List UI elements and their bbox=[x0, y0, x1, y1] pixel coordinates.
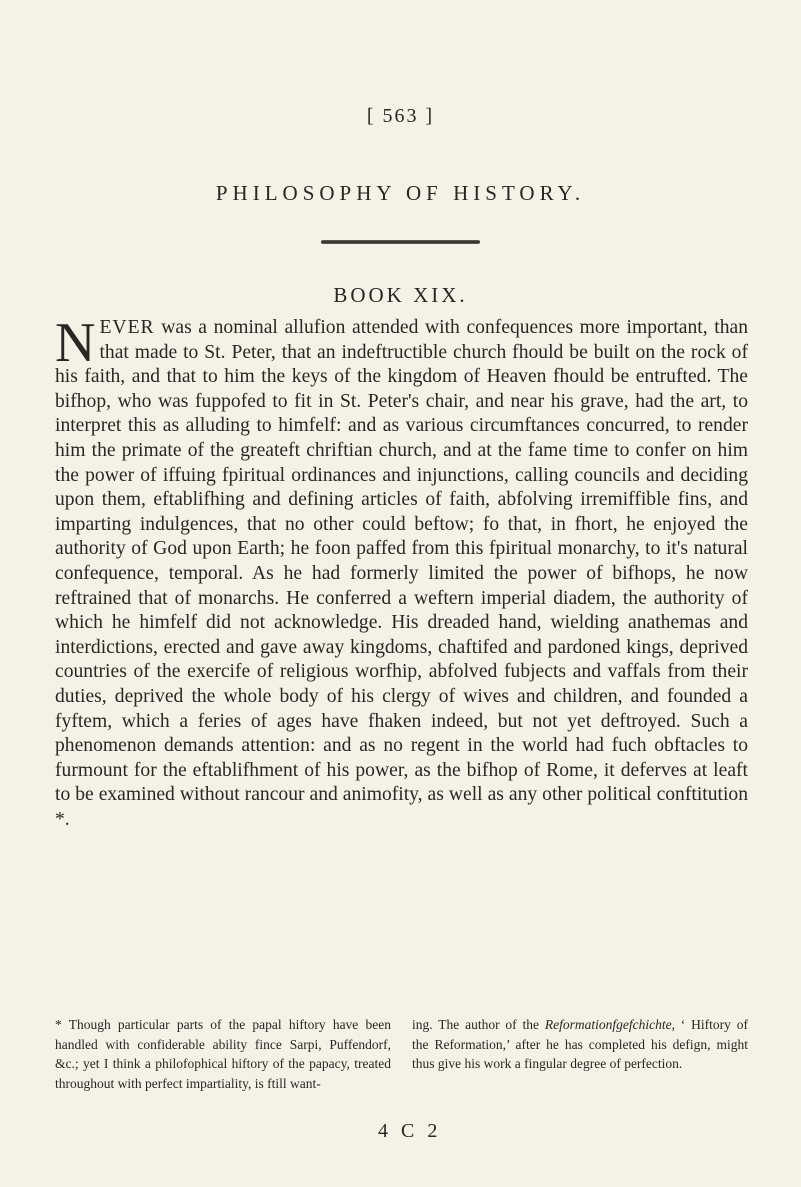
footnote-right-text-2: ‘ Hiftory of the Reformation,’ after he has completed his defign, might thus give his work a fingular degree of perfection. bbox=[412, 1017, 748, 1071]
main-paragraph bbox=[55, 312, 748, 832]
footnote-right-text-1: ing. The author of the bbox=[412, 1017, 545, 1032]
footnote-right-column bbox=[412, 1015, 748, 1093]
footnote-left-text: * Though particular parts of the papal hiftory have been handled with confiderable ability fince Sarpi, Puffendorf, &c.; yet I think a philofophical hiftory of the papacy, treated throughout with perfect impartiality, is ftill want- bbox=[55, 1017, 391, 1091]
running-title: PHILOSOPHY OF HISTORY. bbox=[215, 181, 586, 205]
footnote bbox=[55, 1015, 748, 1093]
footnote-book-title: Reformationfgefchichte, bbox=[544, 1017, 675, 1032]
drop-cap: N bbox=[55, 312, 96, 374]
page-number: [ 563 ] bbox=[366, 105, 435, 127]
paragraph-text: was a nominal allufion attended with confequences more important, than that made to St. Peter, that an indeftructible church fhould be built on the rock of his faith, and that to him the keys of the kingdom of Heaven fhould be entrufted. The bifhop, who was fuppofed to fit in St. Peter's chair, and near his grave, had the art, to interpret this as alluding to himfelf: and as various circumftances concurred, to render him the primate of the greateft chriftian church, and at the fame time to confer on him the power of iffuing fpiritual ordinances and injunctions, calling councils and deciding upon them, eftablifhing and defining articles of faith, abfolving irremiffible fins, and imparting indulgences, that no other could beftow; fo that, in fhort, he enjoyed the authority of God upon Earth; he foon paffed from this fpiritual monarchy, to it's natural confequence, temporal. As he had formerly limited the power of bifhops, he now reftrained that of monarchs. He conferred a weftern imperial diadem, the authority of which he himfelf did not acknowledge. His dreaded hand, wielding anathemas and interdictions, erected and gave away kingdoms, chaftifed and pardoned kings, deprived countries of the exercife of religious worfhip, abfolved fubjects and vaffals from their duties, deprived the whole body of his clergy of wives and children, and founded a fyftem, which a feries of ages have fhaken indeed, but not yet deftroyed. Such a phenomenon demands attention: and as no regent in the world had fuch obftacles to furmount for the eftablifhment of his power, as the bifhop of Rome, it deferves at leaft to be examined without rancour and animofity, as well as any other political conftitution *. bbox=[55, 317, 748, 830]
first-word-rest: EVER bbox=[99, 317, 155, 338]
book-heading: BOOK XIX. bbox=[333, 283, 468, 307]
signature-mark: 4 C 2 bbox=[378, 1120, 442, 1142]
ornamental-rule bbox=[321, 240, 480, 244]
footnote-left-column bbox=[55, 1015, 391, 1093]
